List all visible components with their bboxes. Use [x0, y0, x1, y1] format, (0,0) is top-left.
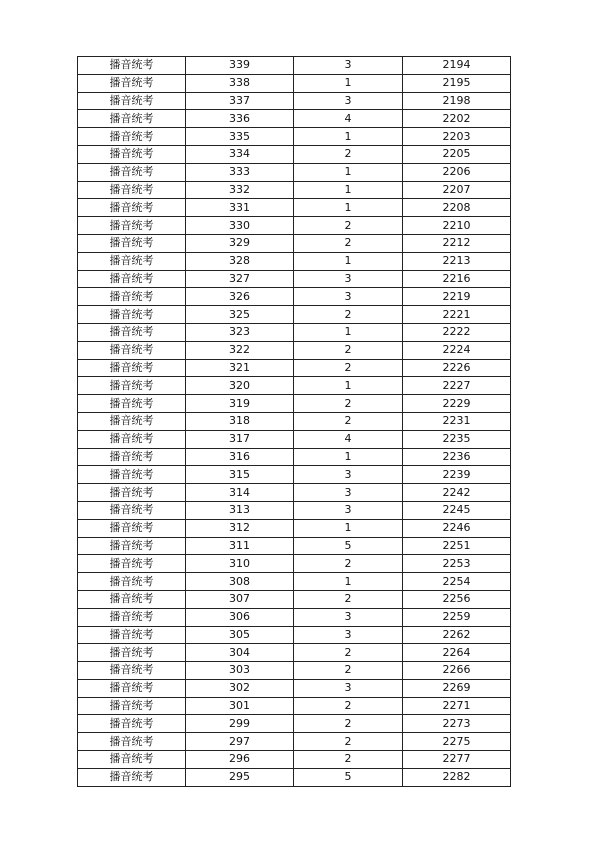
category-cell: 播音统考 [78, 270, 186, 288]
count-cell: 5 [294, 537, 403, 555]
cumulative-cell: 2205 [403, 145, 511, 163]
count-cell: 3 [294, 466, 403, 484]
cumulative-cell: 2246 [403, 519, 511, 537]
table-row [78, 57, 511, 75]
table-row [78, 697, 511, 715]
count-cell: 1 [294, 163, 403, 181]
count-cell: 4 [294, 110, 403, 128]
cumulative-cell: 2210 [403, 217, 511, 235]
cumulative-cell: 2277 [403, 751, 511, 769]
score-cell: 334 [186, 145, 294, 163]
count-cell: 1 [294, 323, 403, 341]
count-cell: 2 [294, 751, 403, 769]
cumulative-cell: 2208 [403, 199, 511, 217]
category-cell: 播音统考 [78, 733, 186, 751]
table-row [78, 288, 511, 306]
cumulative-cell: 2236 [403, 448, 511, 466]
cumulative-cell: 2213 [403, 252, 511, 270]
cumulative-cell: 2231 [403, 412, 511, 430]
count-cell: 2 [294, 715, 403, 733]
table-row [78, 715, 511, 733]
table-row [78, 359, 511, 377]
score-cell: 320 [186, 377, 294, 395]
count-cell: 1 [294, 448, 403, 466]
score-cell: 332 [186, 181, 294, 199]
score-cell: 321 [186, 359, 294, 377]
category-cell: 播音统考 [78, 377, 186, 395]
score-cell: 308 [186, 573, 294, 591]
score-cell: 311 [186, 537, 294, 555]
count-cell: 1 [294, 74, 403, 92]
count-cell: 2 [294, 395, 403, 413]
table-row [78, 92, 511, 110]
count-cell: 3 [294, 270, 403, 288]
count-cell: 2 [294, 145, 403, 163]
score-cell: 314 [186, 484, 294, 502]
count-cell: 2 [294, 662, 403, 680]
cumulative-cell: 2256 [403, 590, 511, 608]
count-cell: 1 [294, 252, 403, 270]
cumulative-cell: 2198 [403, 92, 511, 110]
score-cell: 318 [186, 412, 294, 430]
table-row [78, 644, 511, 662]
table-row [78, 395, 511, 413]
table-row [78, 501, 511, 519]
category-cell: 播音统考 [78, 323, 186, 341]
count-cell: 1 [294, 573, 403, 591]
score-cell: 316 [186, 448, 294, 466]
category-cell: 播音统考 [78, 128, 186, 146]
category-cell: 播音统考 [78, 163, 186, 181]
table-row [78, 377, 511, 395]
score-cell: 313 [186, 501, 294, 519]
category-cell: 播音统考 [78, 145, 186, 163]
cumulative-cell: 2239 [403, 466, 511, 484]
table-row [78, 626, 511, 644]
score-cell: 319 [186, 395, 294, 413]
count-cell: 3 [294, 626, 403, 644]
cumulative-cell: 2227 [403, 377, 511, 395]
count-cell: 2 [294, 555, 403, 573]
table-row [78, 751, 511, 769]
score-cell: 310 [186, 555, 294, 573]
cumulative-cell: 2264 [403, 644, 511, 662]
count-cell: 3 [294, 57, 403, 75]
cumulative-cell: 2275 [403, 733, 511, 751]
table-row [78, 412, 511, 430]
table-row [78, 590, 511, 608]
category-cell: 播音统考 [78, 768, 186, 786]
score-cell: 339 [186, 57, 294, 75]
category-cell: 播音统考 [78, 466, 186, 484]
score-cell: 330 [186, 217, 294, 235]
score-cell: 337 [186, 92, 294, 110]
count-cell: 2 [294, 359, 403, 377]
table-row [78, 323, 511, 341]
category-cell: 播音统考 [78, 751, 186, 769]
score-cell: 312 [186, 519, 294, 537]
count-cell: 3 [294, 288, 403, 306]
count-cell: 2 [294, 733, 403, 751]
category-cell: 播音统考 [78, 306, 186, 324]
table-row [78, 217, 511, 235]
table-row [78, 110, 511, 128]
category-cell: 播音统考 [78, 501, 186, 519]
score-cell: 331 [186, 199, 294, 217]
score-cell: 296 [186, 751, 294, 769]
table-row [78, 555, 511, 573]
category-cell: 播音统考 [78, 519, 186, 537]
count-cell: 2 [294, 644, 403, 662]
table-row [78, 573, 511, 591]
count-cell: 3 [294, 92, 403, 110]
count-cell: 1 [294, 128, 403, 146]
score-cell: 302 [186, 679, 294, 697]
count-cell: 2 [294, 217, 403, 235]
cumulative-cell: 2245 [403, 501, 511, 519]
count-cell: 1 [294, 377, 403, 395]
category-cell: 播音统考 [78, 555, 186, 573]
score-cell: 297 [186, 733, 294, 751]
count-cell: 1 [294, 181, 403, 199]
count-cell: 3 [294, 679, 403, 697]
category-cell: 播音统考 [78, 644, 186, 662]
score-cell: 328 [186, 252, 294, 270]
category-cell: 播音统考 [78, 395, 186, 413]
category-cell: 播音统考 [78, 110, 186, 128]
cumulative-cell: 2235 [403, 430, 511, 448]
category-cell: 播音统考 [78, 412, 186, 430]
category-cell: 播音统考 [78, 662, 186, 680]
cumulative-cell: 2271 [403, 697, 511, 715]
cumulative-cell: 2254 [403, 573, 511, 591]
score-cell: 325 [186, 306, 294, 324]
table-row [78, 234, 511, 252]
score-cell: 315 [186, 466, 294, 484]
cumulative-cell: 2269 [403, 679, 511, 697]
cumulative-cell: 2259 [403, 608, 511, 626]
count-cell: 4 [294, 430, 403, 448]
category-cell: 播音统考 [78, 217, 186, 235]
score-cell: 301 [186, 697, 294, 715]
score-cell: 333 [186, 163, 294, 181]
score-cell: 304 [186, 644, 294, 662]
score-cell: 322 [186, 341, 294, 359]
category-cell: 播音统考 [78, 92, 186, 110]
count-cell: 2 [294, 306, 403, 324]
table-row [78, 537, 511, 555]
cumulative-cell: 2203 [403, 128, 511, 146]
cumulative-cell: 2212 [403, 234, 511, 252]
table-row [78, 199, 511, 217]
category-cell: 播音统考 [78, 199, 186, 217]
category-cell: 播音统考 [78, 608, 186, 626]
cumulative-cell: 2221 [403, 306, 511, 324]
score-cell: 329 [186, 234, 294, 252]
table-row [78, 768, 511, 786]
score-cell: 323 [186, 323, 294, 341]
cumulative-cell: 2202 [403, 110, 511, 128]
count-cell: 3 [294, 501, 403, 519]
category-cell: 播音统考 [78, 341, 186, 359]
table-body [78, 57, 511, 787]
category-cell: 播音统考 [78, 252, 186, 270]
table-row [78, 448, 511, 466]
cumulative-cell: 2224 [403, 341, 511, 359]
cumulative-cell: 2206 [403, 163, 511, 181]
cumulative-cell: 2282 [403, 768, 511, 786]
table-row [78, 430, 511, 448]
table-row [78, 306, 511, 324]
count-cell: 2 [294, 234, 403, 252]
count-cell: 3 [294, 484, 403, 502]
table-row [78, 608, 511, 626]
cumulative-cell: 2216 [403, 270, 511, 288]
score-cell: 303 [186, 662, 294, 680]
category-cell: 播音统考 [78, 626, 186, 644]
score-cell: 305 [186, 626, 294, 644]
category-cell: 播音统考 [78, 74, 186, 92]
table-row [78, 679, 511, 697]
category-cell: 播音统考 [78, 57, 186, 75]
score-cell: 299 [186, 715, 294, 733]
score-cell: 307 [186, 590, 294, 608]
category-cell: 播音统考 [78, 573, 186, 591]
count-cell: 1 [294, 519, 403, 537]
table-row [78, 270, 511, 288]
table-row [78, 733, 511, 751]
table-row [78, 128, 511, 146]
cumulative-cell: 2273 [403, 715, 511, 733]
score-distribution-table [77, 56, 511, 787]
category-cell: 播音统考 [78, 484, 186, 502]
cumulative-cell: 2226 [403, 359, 511, 377]
count-cell: 3 [294, 608, 403, 626]
category-cell: 播音统考 [78, 234, 186, 252]
table-row [78, 74, 511, 92]
category-cell: 播音统考 [78, 448, 186, 466]
category-cell: 播音统考 [78, 181, 186, 199]
count-cell: 5 [294, 768, 403, 786]
category-cell: 播音统考 [78, 697, 186, 715]
score-cell: 327 [186, 270, 294, 288]
cumulative-cell: 2222 [403, 323, 511, 341]
cumulative-cell: 2229 [403, 395, 511, 413]
score-cell: 306 [186, 608, 294, 626]
table-row [78, 252, 511, 270]
cumulative-cell: 2219 [403, 288, 511, 306]
cumulative-cell: 2194 [403, 57, 511, 75]
category-cell: 播音统考 [78, 679, 186, 697]
cumulative-cell: 2266 [403, 662, 511, 680]
category-cell: 播音统考 [78, 288, 186, 306]
count-cell: 2 [294, 590, 403, 608]
score-cell: 338 [186, 74, 294, 92]
category-cell: 播音统考 [78, 359, 186, 377]
category-cell: 播音统考 [78, 430, 186, 448]
category-cell: 播音统考 [78, 590, 186, 608]
table-row [78, 163, 511, 181]
count-cell: 2 [294, 341, 403, 359]
score-cell: 326 [186, 288, 294, 306]
score-cell: 335 [186, 128, 294, 146]
table-row [78, 662, 511, 680]
cumulative-cell: 2262 [403, 626, 511, 644]
count-cell: 2 [294, 697, 403, 715]
category-cell: 播音统考 [78, 715, 186, 733]
cumulative-cell: 2253 [403, 555, 511, 573]
table-row [78, 181, 511, 199]
table-row [78, 466, 511, 484]
cumulative-cell: 2242 [403, 484, 511, 502]
score-cell: 317 [186, 430, 294, 448]
cumulative-cell: 2195 [403, 74, 511, 92]
cumulative-cell: 2251 [403, 537, 511, 555]
score-cell: 295 [186, 768, 294, 786]
count-cell: 1 [294, 199, 403, 217]
count-cell: 2 [294, 412, 403, 430]
table-row [78, 484, 511, 502]
table-row [78, 145, 511, 163]
category-cell: 播音统考 [78, 537, 186, 555]
table-row [78, 519, 511, 537]
table-row [78, 341, 511, 359]
cumulative-cell: 2207 [403, 181, 511, 199]
score-cell: 336 [186, 110, 294, 128]
